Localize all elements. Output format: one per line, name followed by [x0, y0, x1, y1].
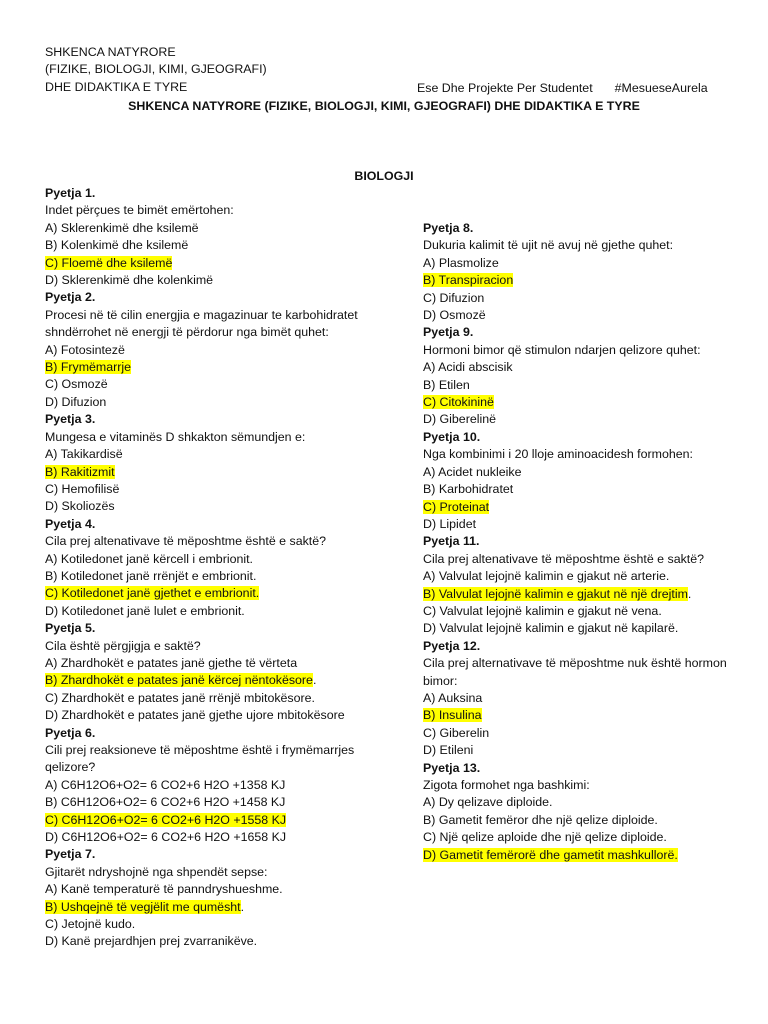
option-text: B) Transpiracion	[423, 273, 514, 288]
correct-answer-option	[423, 847, 763, 864]
correct-answer-option	[45, 585, 390, 602]
question-title: Pyetja 11.	[423, 534, 480, 549]
question-text: Cila është përgjigja e saktë?	[45, 638, 201, 653]
answer-option	[423, 255, 763, 272]
answer-option	[45, 933, 390, 950]
question-text: Nga kombinimi i 20 lloje aminoacidesh formohen:	[423, 447, 693, 462]
question-text: Cili prej reaksioneve të mëposhtme është i frymëmarrjes qelizore?	[45, 743, 355, 775]
question-block	[45, 411, 390, 515]
option-text: B) Etilen	[423, 377, 470, 392]
question-text: Gjitarët ndryshojnë nga shpendët sepse:	[45, 864, 268, 879]
question-title: Pyetja 9.	[423, 325, 474, 340]
option-text: A) Dy qelizave diploide.	[423, 795, 553, 810]
question-text: Hormoni bimor që stimulon ndarjen qelizore quhet:	[423, 342, 701, 357]
question-title: Pyetja 1.	[45, 186, 96, 200]
answer-option	[45, 376, 390, 393]
header-line-2: (FIZIKE, BIOLOGJI, KIMI, GJEOGRAFI)	[45, 62, 267, 77]
section-heading: BIOLOGJI	[354, 169, 414, 183]
correct-answer-option	[45, 359, 390, 376]
option-text: D) Difuzion	[45, 394, 107, 409]
page-title: SHKENCA NATYRORE (FIZIKE, BIOLOGJI, KIMI, GJEOGRAFI) DHE DIDAKTIKA E TYRE	[128, 99, 640, 113]
option-text: D) Skoliozës	[45, 499, 115, 514]
answer-option	[45, 220, 390, 237]
option-text: B) Zhardhokët e patates janë kërcej nëntokësore	[45, 673, 313, 688]
header-line-3: DHE DIDAKTIKA E TYRE	[45, 79, 188, 94]
option-text: D) Sklerenkimë dhe kolenkimë	[45, 273, 214, 288]
answer-option	[45, 272, 390, 289]
header-right-note	[417, 80, 708, 97]
option-text: A) Auksina	[423, 690, 483, 705]
option-text: B) Rakitizmit	[45, 464, 115, 479]
option-text: C) C6H12O6+O2= 6 CO2+6 H2O +1558 KJ	[45, 812, 287, 827]
answer-option	[45, 881, 390, 898]
option-text: D) Gametit femërorë dhe gametit mashkullorë.	[423, 847, 678, 862]
answer-option	[45, 498, 390, 515]
question-text: Dukuria kalimit të ujit në avuj në gjethe quhet:	[423, 238, 674, 253]
answer-option	[45, 481, 390, 498]
question-block	[423, 220, 763, 324]
question-title: Pyetja 10.	[423, 429, 481, 444]
option-text: C) Proteinat	[423, 499, 490, 514]
option-text: A) Kotiledonet janë kërcell i embrionit.	[45, 551, 253, 566]
answer-option	[45, 916, 390, 933]
answer-option	[45, 829, 390, 846]
correct-answer-option	[423, 394, 763, 411]
question-block	[45, 846, 390, 950]
answer-option	[423, 516, 763, 533]
question-text: Cila prej alternativave të mëposhtme nuk është hormon bimor:	[423, 656, 727, 688]
option-text: C) Kotiledonet janë gjethet e embrionit.	[45, 586, 260, 601]
question-block	[423, 533, 763, 637]
option-text: C) Difuzion	[423, 290, 485, 305]
question-title: Pyetja 6.	[45, 725, 96, 740]
option-text: C) Një qelize aploide dhe një qelize diploide.	[423, 830, 667, 845]
question-title: Pyetja 5.	[45, 621, 96, 636]
answer-option	[423, 359, 763, 376]
answer-option	[423, 307, 763, 324]
question-block	[45, 289, 390, 411]
question-title: Pyetja 4.	[45, 516, 96, 531]
question-block	[45, 516, 390, 620]
option-text: A) C6H12O6+O2= 6 CO2+6 H2O +1358 KJ	[45, 777, 286, 792]
question-text: Cila prej altenativave të mëposhtme është e saktë?	[45, 534, 327, 549]
option-text: B) Kotiledonet janë rrënjët e embrionit.	[45, 568, 257, 583]
answer-option	[423, 481, 763, 498]
answer-option	[45, 655, 390, 672]
answer-option	[423, 620, 763, 637]
answer-option	[45, 568, 390, 585]
option-text: A) Acidi abscisik	[423, 360, 513, 375]
option-text: C) Zhardhokët e patates janë rrënjë mbitokësore.	[45, 690, 315, 705]
option-text: C) Giberelin	[423, 725, 490, 740]
option-text: B) Insulina	[423, 708, 482, 723]
question-text: Procesi në të cilin energjia e magazinuar te karbohidratet shndërrohet në energji të përdorur nga bimët quhet:	[45, 307, 358, 340]
correct-answer-option	[423, 707, 763, 724]
question-block	[45, 185, 390, 289]
answer-option	[45, 446, 390, 463]
option-text: A) Takikardisë	[45, 447, 123, 462]
question-block	[423, 638, 763, 760]
option-text: D) Valvulat lejojnë kalimin e gjakut në kapilarë.	[423, 621, 679, 636]
option-text: D) Kanë prejardhjen prej zvarranikëve.	[45, 934, 258, 949]
option-text: C) Hemofilisë	[45, 481, 120, 496]
question-block	[45, 725, 390, 847]
option-text: B) Karbohidratet	[423, 482, 514, 497]
option-text: C) Floemë dhe ksilemë	[45, 255, 173, 270]
answer-option	[45, 394, 390, 411]
answer-option	[423, 794, 763, 811]
answer-option	[45, 342, 390, 359]
answer-option	[423, 603, 763, 620]
question-block	[423, 324, 763, 428]
header-note-text: Ese Dhe Projekte Per Studentet	[417, 81, 593, 95]
answer-option	[423, 568, 763, 585]
answer-option	[423, 725, 763, 742]
question-block	[423, 760, 763, 864]
answer-option	[45, 794, 390, 811]
option-text: D) Zhardhokët e patates janë gjethe ujore mbitokësore	[45, 708, 345, 723]
question-title: Pyetja 8.	[423, 221, 474, 235]
question-text: Mungesa e vitaminës D shkakton sëmundjen e:	[45, 429, 306, 444]
document-header	[45, 44, 267, 96]
correct-answer-option	[45, 672, 390, 689]
option-text: C) Jetojnë kudo.	[45, 917, 136, 932]
question-title: Pyetja 2.	[45, 290, 96, 305]
answer-option	[423, 377, 763, 394]
question-text: Cila prej altenativave të mëposhtme është e saktë?	[423, 551, 705, 566]
option-text: A) Acidet nukleike	[423, 464, 522, 479]
answer-option	[423, 690, 763, 707]
option-text: B) Gametit femëror dhe një qelize diploide.	[423, 812, 658, 827]
option-text: B) Frymëmarrje	[45, 360, 132, 375]
answer-option	[45, 603, 390, 620]
answer-option	[45, 237, 390, 254]
question-block	[45, 620, 390, 724]
option-text: C) Citokininë	[423, 395, 494, 410]
option-text: C) Osmozë	[45, 377, 108, 392]
correct-answer-option	[45, 464, 390, 481]
answer-option	[423, 829, 763, 846]
option-text: D) Osmozë	[423, 308, 486, 323]
correct-answer-option	[45, 255, 390, 272]
answer-option	[423, 812, 763, 829]
question-text: Zigota formohet nga bashkimi:	[423, 778, 590, 792]
option-text: D) Kotiledonet janë lulet e embrionit.	[45, 603, 245, 618]
answer-option	[45, 707, 390, 724]
option-text: B) Ushqejnë të vegjëlit me qumësht	[45, 899, 241, 914]
question-block	[423, 429, 763, 533]
question-text: Indet përçues te bimët emërtohen:	[45, 203, 234, 218]
option-text: B) C6H12O6+O2= 6 CO2+6 H2O +1458 KJ	[45, 795, 286, 810]
answer-option	[45, 690, 390, 707]
option-text: D) C6H12O6+O2= 6 CO2+6 H2O +1658 KJ	[45, 830, 287, 845]
left-column	[45, 185, 390, 951]
correct-answer-option	[423, 499, 763, 516]
question-title: Pyetja 7.	[45, 847, 96, 862]
option-suffix: .	[687, 586, 692, 601]
option-text: B) Valvulat lejojnë kalimin e gjakut në një drejtim	[423, 586, 688, 601]
option-text: B) Kolenkimë dhe ksilemë	[45, 238, 189, 253]
option-text: D) Etileni	[423, 743, 474, 758]
right-column	[423, 220, 763, 864]
question-title: Pyetja 3.	[45, 412, 96, 427]
header-line-1: SHKENCA NATYRORE	[45, 45, 176, 59]
correct-answer-option	[423, 272, 763, 289]
answer-option	[423, 411, 763, 428]
answer-option	[423, 290, 763, 307]
option-suffix: .	[240, 899, 245, 914]
answer-option	[45, 777, 390, 794]
header-hashtag: #MesueseAurela	[614, 81, 708, 95]
correct-answer-option	[45, 899, 390, 916]
option-text: A) Zhardhokët e patates janë gjethe të vërteta	[45, 655, 298, 670]
question-title: Pyetja 12.	[423, 638, 481, 653]
correct-answer-option	[45, 812, 390, 829]
option-text: A) Sklerenkimë dhe ksilemë	[45, 220, 199, 235]
option-text: A) Kanë temperaturë të panndryshueshme.	[45, 882, 283, 897]
question-title: Pyetja 13.	[423, 760, 481, 775]
answer-option	[423, 742, 763, 759]
answer-option	[423, 464, 763, 481]
correct-answer-option	[423, 586, 763, 603]
option-text: A) Fotosintezë	[45, 342, 125, 357]
option-text: A) Plasmolize	[423, 255, 499, 270]
answer-option	[45, 551, 390, 568]
option-text: D) Giberelinë	[423, 412, 496, 427]
option-suffix: .	[312, 673, 317, 688]
option-text: D) Lipidet	[423, 516, 477, 531]
option-text: A) Valvulat lejojnë kalimin e gjakut në arterie.	[423, 569, 670, 584]
option-text: C) Valvulat lejojnë kalimin e gjakut në vena.	[423, 603, 662, 618]
